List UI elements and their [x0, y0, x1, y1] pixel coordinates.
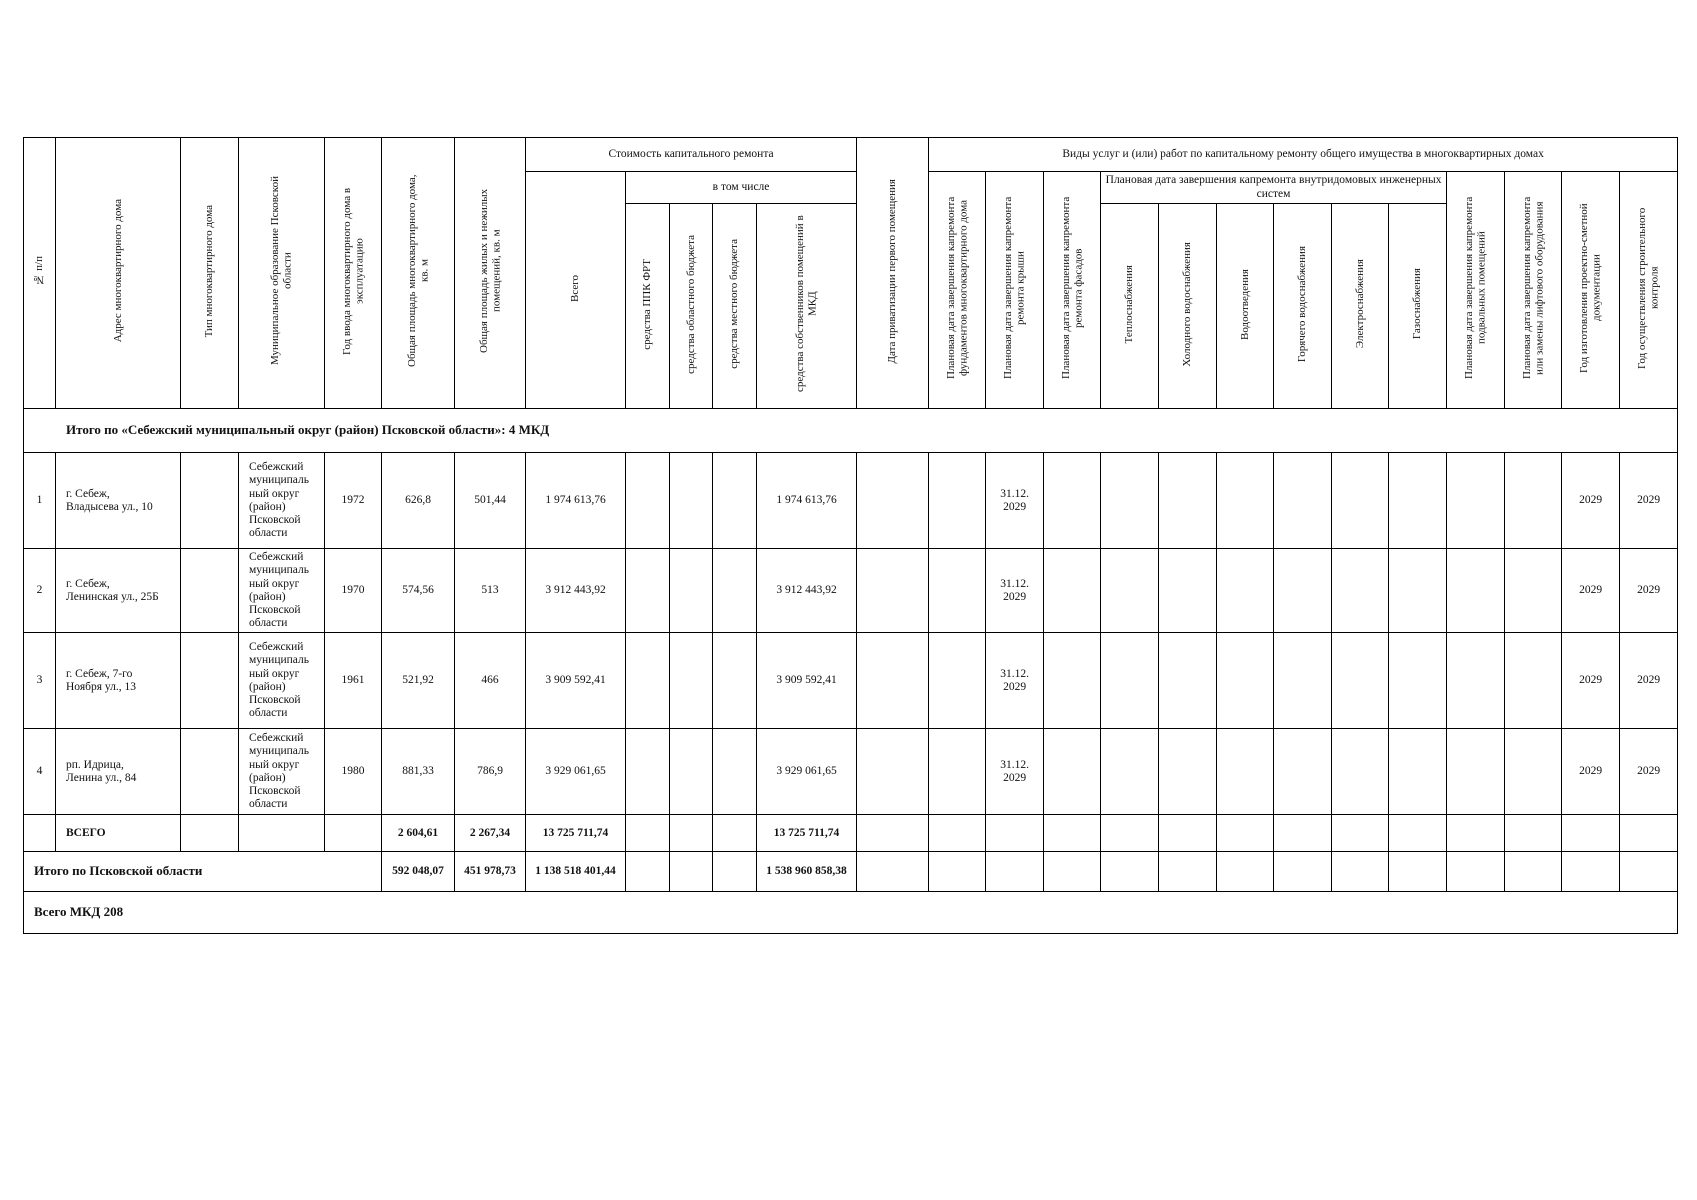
total-label: ВСЕГО — [56, 815, 181, 852]
cell-empty — [1044, 815, 1101, 852]
cell-cold — [1159, 549, 1217, 633]
cell-empty — [929, 852, 986, 892]
cell-empty — [1332, 815, 1389, 852]
cell-municipality: Себежский муниципаль ный округ (район) Псковской области — [239, 453, 325, 549]
cell-basement — [1447, 729, 1505, 815]
cell-heat — [1101, 729, 1159, 815]
cell-roof: 31.12. 2029 — [986, 453, 1044, 549]
cell-year: 1980 — [325, 729, 382, 815]
section-row — [24, 409, 1678, 453]
region-label: Итого по Псковской области — [24, 852, 382, 892]
total-owners: 13 725 711,74 — [757, 815, 857, 852]
cell-municipality: Себежский муниципаль ный округ (район) Псковской области — [239, 633, 325, 729]
cell-privat — [857, 633, 929, 729]
cell-year: 1961 — [325, 633, 382, 729]
cell-num: 4 — [24, 729, 56, 815]
cell-municipality — [239, 815, 325, 852]
header-lift: Плановая дата завершения капремонта или замены лифтового оборудования — [1505, 172, 1562, 409]
cell-ppk — [626, 815, 670, 852]
total-area: 2 604,61 — [382, 815, 455, 852]
cell-year: 1970 — [325, 549, 382, 633]
cell-cost-total: 3 929 061,65 — [526, 729, 626, 815]
cell-gas — [1389, 633, 1447, 729]
header-cost-total: Всего — [526, 172, 626, 409]
header-works-group: Виды услуг и (или) работ по капитальному ремонту общего имущества в многоквартирных домах — [929, 138, 1678, 172]
header-cost-incl: в том числе — [626, 172, 857, 204]
footer-total-mkd: Всего МКД 208 — [24, 892, 1678, 934]
cell-local — [713, 549, 757, 633]
cell-cold — [1159, 729, 1217, 815]
cell-heat — [1101, 549, 1159, 633]
cell-hot — [1274, 453, 1332, 549]
cell-empty — [1274, 852, 1332, 892]
region-living: 451 978,73 — [455, 852, 526, 892]
cell-living-area: 466 — [455, 633, 526, 729]
cell-empty — [1217, 852, 1274, 892]
cell-design: 2029 — [1562, 729, 1620, 815]
cell-regional — [670, 852, 713, 892]
cell-cold — [1159, 453, 1217, 549]
cell-empty — [857, 852, 929, 892]
table-row — [24, 729, 1678, 815]
cell-control: 2029 — [1620, 633, 1678, 729]
header-living-area: Общая площадь жилых и нежилых помещений, кв. м — [455, 138, 526, 409]
cell-address: рп. Идрица, Ленина ул., 84 — [56, 729, 181, 815]
cell-facade — [1044, 549, 1101, 633]
cell-drain — [1217, 549, 1274, 633]
total-row — [24, 815, 1678, 852]
cell-cold — [1159, 633, 1217, 729]
cell-heat — [1101, 453, 1159, 549]
cell-facade — [1044, 729, 1101, 815]
header-design: Год изготовления проектно-сметной документации — [1562, 172, 1620, 409]
cell-year — [325, 815, 382, 852]
cell-local — [713, 453, 757, 549]
header-local: средства местного бюджета — [713, 204, 757, 409]
table-row — [24, 453, 1678, 549]
cell-empty — [1447, 815, 1505, 852]
region-cost: 1 138 518 401,44 — [526, 852, 626, 892]
cell-address: г. Себеж, Ленинская ул., 25Б — [56, 549, 181, 633]
cell-foundation — [929, 453, 986, 549]
cell-local — [713, 852, 757, 892]
cell-electric — [1332, 729, 1389, 815]
total-living: 2 267,34 — [455, 815, 526, 852]
header-gas: Газоснабжения — [1389, 204, 1447, 409]
cell-cost-total: 1 974 613,76 — [526, 453, 626, 549]
cell-basement — [1447, 633, 1505, 729]
cell-regional — [670, 729, 713, 815]
cell-empty — [986, 815, 1044, 852]
cell-empty — [1159, 852, 1217, 892]
cell-electric — [1332, 453, 1389, 549]
header-address: Адрес многоквартирного дома — [56, 138, 181, 409]
cell-owners: 1 974 613,76 — [757, 453, 857, 549]
cell-total-area: 574,56 — [382, 549, 455, 633]
cell-empty — [929, 815, 986, 852]
cell-num: 2 — [24, 549, 56, 633]
cell-municipality: Себежский муниципаль ный округ (район) Псковской области — [239, 549, 325, 633]
cell-design: 2029 — [1562, 453, 1620, 549]
header-type: Тип многоквартирного дома — [181, 138, 239, 409]
cell-empty — [1159, 815, 1217, 852]
cell-empty — [1101, 815, 1159, 852]
cell-drain — [1217, 453, 1274, 549]
cell-address: г. Себеж, 7-го Ноября ул., 13 — [56, 633, 181, 729]
header-row-1 — [24, 138, 1678, 172]
cell-num: 1 — [24, 453, 56, 549]
header-cold: Холодного водоснабжения — [1159, 204, 1217, 409]
header-control: Год осуществления строительного контроля — [1620, 172, 1678, 409]
cell-electric — [1332, 633, 1389, 729]
cell-regional — [670, 453, 713, 549]
cell-hot — [1274, 549, 1332, 633]
header-electric: Электроснабжения — [1332, 204, 1389, 409]
cell-facade — [1044, 453, 1101, 549]
cell-cost-total: 3 909 592,41 — [526, 633, 626, 729]
cell-local — [713, 815, 757, 852]
region-area: 592 048,07 — [382, 852, 455, 892]
header-ppk: средства ППК ФРТ — [626, 204, 670, 409]
cell-num: 3 — [24, 633, 56, 729]
table-row — [24, 549, 1678, 633]
cell-type — [181, 633, 239, 729]
cell-total-area: 521,92 — [382, 633, 455, 729]
cell-living-area: 513 — [455, 549, 526, 633]
cell-empty — [1389, 815, 1447, 852]
cell-owners: 3 909 592,41 — [757, 633, 857, 729]
header-municipality: Муниципальное образование Псковской области — [239, 138, 325, 409]
cell-foundation — [929, 729, 986, 815]
cell-design: 2029 — [1562, 549, 1620, 633]
cell-empty — [1562, 852, 1620, 892]
header-hot: Горячего водоснабжения — [1274, 204, 1332, 409]
region-owners: 1 538 960 858,38 — [757, 852, 857, 892]
cell-ppk — [626, 633, 670, 729]
cell-empty — [1562, 815, 1620, 852]
cell-ppk — [626, 729, 670, 815]
cell-gas — [1389, 453, 1447, 549]
cell-num — [24, 815, 56, 852]
cell-living-area: 786,9 — [455, 729, 526, 815]
cell-design: 2029 — [1562, 633, 1620, 729]
cell-privat — [857, 549, 929, 633]
cell-empty — [986, 852, 1044, 892]
header-drain: Водоотведения — [1217, 204, 1274, 409]
cell-lift — [1505, 633, 1562, 729]
cell-gas — [1389, 549, 1447, 633]
table-row — [24, 633, 1678, 729]
cell-empty — [1447, 852, 1505, 892]
cell-regional — [670, 815, 713, 852]
cell-lift — [1505, 729, 1562, 815]
header-num: № п/п — [24, 138, 56, 409]
cell-owners: 3 929 061,65 — [757, 729, 857, 815]
cell-hot — [1274, 633, 1332, 729]
cell-privat — [857, 729, 929, 815]
header-facade: Плановая дата завершения капремонта ремонта фасадов — [1044, 172, 1101, 409]
header-owners: средства собственников помещений в МКД — [757, 204, 857, 409]
total-cost: 13 725 711,74 — [526, 815, 626, 852]
header-basement: Плановая дата завершения капремонта подвальных помещений — [1447, 172, 1505, 409]
footer-row — [24, 892, 1678, 934]
cell-regional — [670, 633, 713, 729]
cell-ppk — [626, 549, 670, 633]
cell-facade — [1044, 633, 1101, 729]
header-total-area: Общая площадь многоквартирного дома, кв. м — [382, 138, 455, 409]
cell-local — [713, 633, 757, 729]
cell-foundation — [929, 549, 986, 633]
cell-empty — [1620, 815, 1678, 852]
cell-empty — [1332, 852, 1389, 892]
cell-lift — [1505, 549, 1562, 633]
cell-hot — [1274, 729, 1332, 815]
cell-total-area: 626,8 — [382, 453, 455, 549]
cell-control: 2029 — [1620, 549, 1678, 633]
header-regional: средства областного бюджета — [670, 204, 713, 409]
cell-drain — [1217, 729, 1274, 815]
cell-type — [181, 729, 239, 815]
cell-roof: 31.12. 2029 — [986, 729, 1044, 815]
cell-empty — [1101, 852, 1159, 892]
cell-local — [713, 729, 757, 815]
cell-municipality: Себежский муниципаль ный округ (район) Псковской области — [239, 729, 325, 815]
cell-type — [181, 815, 239, 852]
cell-basement — [1447, 549, 1505, 633]
capital-repair-table — [23, 137, 1678, 934]
cell-empty — [1505, 815, 1562, 852]
cell-gas — [1389, 729, 1447, 815]
cell-total-area: 881,33 — [382, 729, 455, 815]
cell-address: г. Себеж, Владысева ул., 10 — [56, 453, 181, 549]
cell-year: 1972 — [325, 453, 382, 549]
cell-empty — [1389, 852, 1447, 892]
cell-empty — [857, 815, 929, 852]
cell-regional — [670, 549, 713, 633]
cell-privat — [857, 453, 929, 549]
cell-lift — [1505, 453, 1562, 549]
cell-living-area: 501,44 — [455, 453, 526, 549]
cell-empty — [1044, 852, 1101, 892]
cell-basement — [1447, 453, 1505, 549]
cell-electric — [1332, 549, 1389, 633]
cell-control: 2029 — [1620, 729, 1678, 815]
cell-heat — [1101, 633, 1159, 729]
section-title: Итого по «Себежский муниципальный округ (район) Псковской области»: 4 МКД — [24, 409, 1678, 453]
header-privatization: Дата приватизации первого помещения — [857, 138, 929, 409]
cell-control: 2029 — [1620, 453, 1678, 549]
cell-empty — [1505, 852, 1562, 892]
header-heat: Теплоснабжения — [1101, 204, 1159, 409]
region-row — [24, 852, 1678, 892]
cell-ppk — [626, 852, 670, 892]
cell-cost-total: 3 912 443,92 — [526, 549, 626, 633]
header-foundation: Плановая дата завершения капремонта фундаментов многоквартирного дома — [929, 172, 986, 409]
cell-ppk — [626, 453, 670, 549]
cell-empty — [1274, 815, 1332, 852]
cell-roof: 31.12. 2029 — [986, 633, 1044, 729]
header-roof: Плановая дата завершения капремонта ремонта крыши — [986, 172, 1044, 409]
header-systems-group: Плановая дата завершения капремонта внутридомовых инженерных систем — [1101, 172, 1447, 204]
header-year: Год ввода многоквартирного дома в эксплуатацию — [325, 138, 382, 409]
cell-owners: 3 912 443,92 — [757, 549, 857, 633]
cell-empty — [1620, 852, 1678, 892]
cell-drain — [1217, 633, 1274, 729]
header-cost-group: Стоимость капитального ремонта — [526, 138, 857, 172]
cell-type — [181, 453, 239, 549]
cell-roof: 31.12. 2029 — [986, 549, 1044, 633]
cell-empty — [1217, 815, 1274, 852]
cell-foundation — [929, 633, 986, 729]
cell-type — [181, 549, 239, 633]
